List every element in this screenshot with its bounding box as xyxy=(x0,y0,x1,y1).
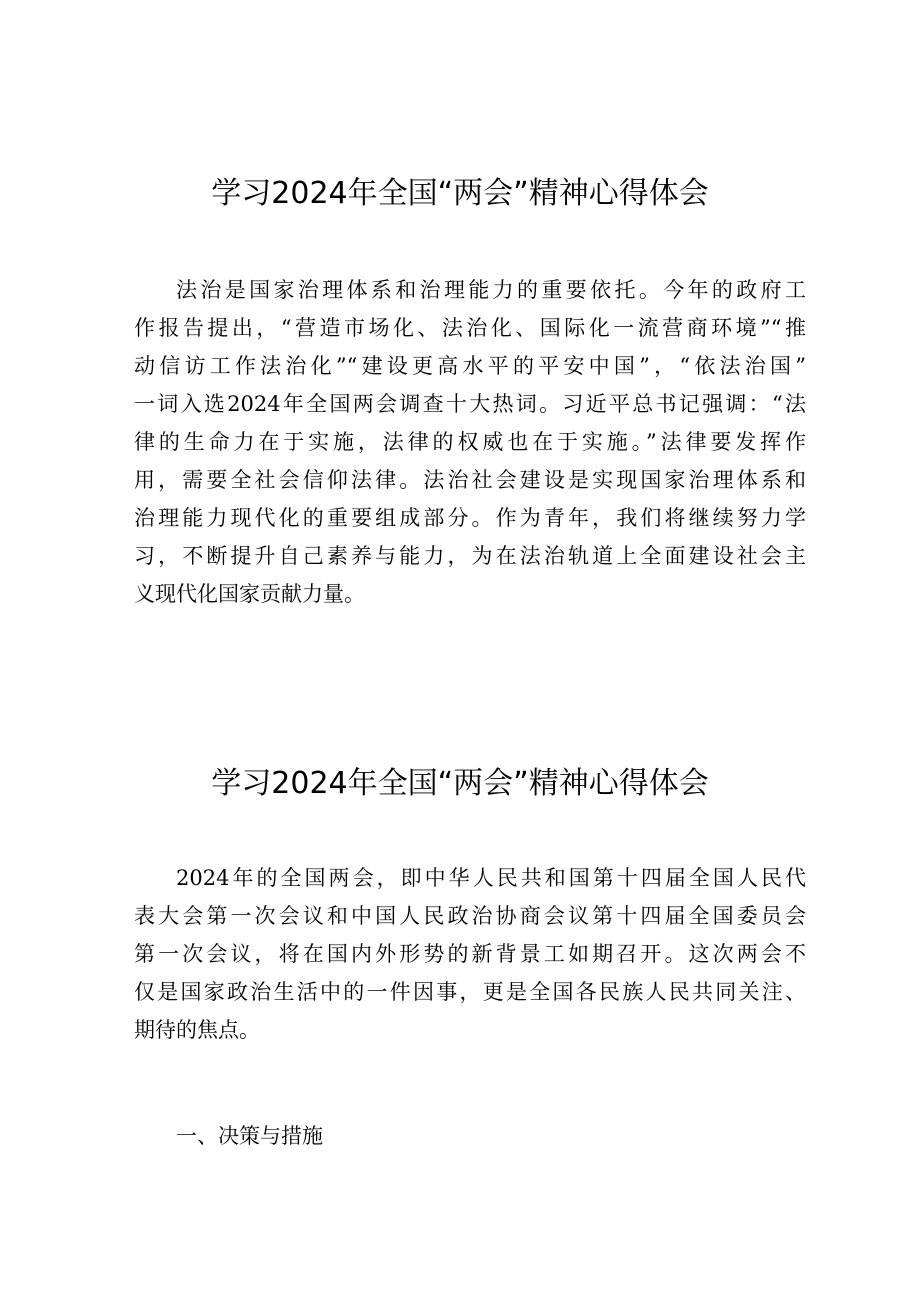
paragraph-line: 仅是国家政治生活中的一件因事，更是全国各民族人民共同关注、 xyxy=(134,980,806,1004)
document-title: 学习2024年全国“两会”精神心得体会 xyxy=(211,176,709,211)
body-paragraph xyxy=(134,271,806,613)
paragraph-line: 作报告提出，“营造市场化、法治化、国际化一流营商环境”“推 xyxy=(134,316,806,340)
paragraph-line: 2024年的全国两会，即中华人民共和国第十四届全国人民代 xyxy=(176,866,806,890)
body-paragraph xyxy=(134,859,806,1049)
paragraph-line: 期待的焦点。 xyxy=(134,1018,260,1042)
paragraph-line: 一词入选2024年全国两会调查十大热词。习近平总书记强调：“法 xyxy=(134,392,806,416)
paragraph-line: 法治是国家治理体系和治理能力的重要依托。今年的政府工 xyxy=(176,278,806,302)
paragraph-line: 治理能力现代化的重要组成部分。作为青年，我们将继续努力学 xyxy=(134,506,806,530)
paragraph-line: 第一次会议，将在国内外形势的新背景工如期召开。这次两会不 xyxy=(134,942,806,966)
paragraph-line: 用，需要全社会信仰法律。法治社会建设是实现国家治理体系和 xyxy=(134,468,806,492)
section-heading: 一、决策与措施 xyxy=(176,1124,323,1148)
paragraph-line: 表大会第一次会议和中国人民政治协商会议第十四届全国委员会 xyxy=(134,904,806,928)
paragraph-line: 动信访工作法治化”“建设更高水平的平安中国”，“依法治国” xyxy=(134,354,806,378)
paragraph-line: 义现代化国家贡献力量。 xyxy=(134,582,365,606)
paragraph-line: 习，不断提升自己素养与能力，为在法治轨道上全面建设社会主 xyxy=(134,544,806,568)
document-title: 学习2024年全国“两会”精神心得体会 xyxy=(211,766,709,801)
paragraph-line: 律的生命力在于实施，法律的权威也在于实施。”法律要发挥作 xyxy=(134,430,806,454)
